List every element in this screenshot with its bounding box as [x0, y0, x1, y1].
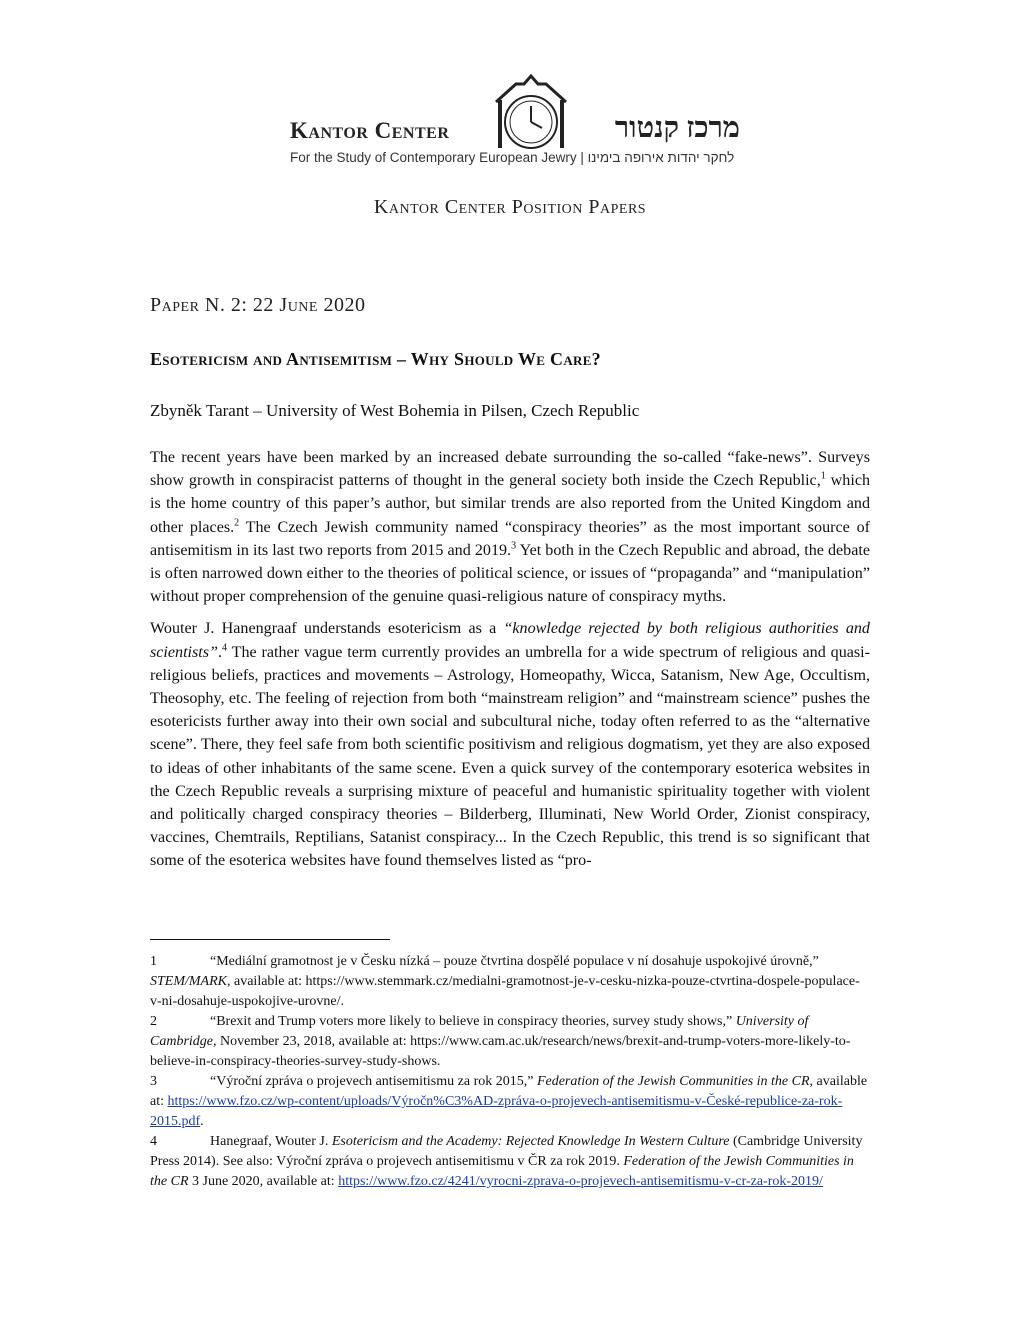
paper-title: Esotericism and Antisemitism – Why Should We Care?	[150, 349, 601, 369]
paragraph-2: Wouter J. Hanengraaf understands esotericism as a “knowledge rejected by both religious authorities and scientists”.$^4$ The rather vague term currently provides an umbrella for a wide spectrum of religious and quasi-religious beliefs, practices and movements – Astrology, Homeopathy, Wicca, Satanism, New Age, Occultism, Theosophy, etc. The feeling of rejection from both “mainstream religion” and “mainstream science” pushes the esotericists further away into their own social and subcultural niche, today often referred to as the “alternative scene”. There, they feel safe from both scientific positivism and religious dogmatism, yet they are also exposed to ideas of other inhabitants of the same scene. Even a quick survey of the contemporary esoterica websites in the Czech Republic reveals a surprising mixture of peaceful and humanistic spirituality together with violent and politically charged conspiracy theories – Bilderberg, Illuminati, New World Order, Zionist conspiracy, vaccines, Chemtrails, Reptilians, Satanist conspiracy... In the Czech Republic, this trend is so significant that some of the esoterica websites have found themselves listed as “pro-	[150, 620, 870, 870]
footnotes	[150, 952, 870, 1192]
emblem-icon	[486, 72, 576, 150]
logo-tagline: For the Study of Contemporary European Jewry | לחקר יהדות אירופה בימינו	[290, 150, 735, 165]
quote: “knowledge rejected by both religious authorities and scientists”	[150, 620, 870, 661]
footnote-ref-1[interactable]: 1	[820, 470, 826, 482]
footnote-2: 2 “Brexit and Trump voters more likely to believe in conspiracy theories, survey study shows,” University of Cambridge, November 23, 2018, available at: https://www.cam.ac.uk/research/news/brexit-and-trump-voters-more-likely-to-believe-in-conspiracy-theories-survey-study-shows.	[150, 1014, 851, 1069]
paragraph-1: The recent years have been marked by an increased debate surrounding the so-called “fake-news”. Surveys show growth in conspiracist patterns of thought in the general society both inside the Czech Republic,$^1$ which is the home country of this paper’s author, but similar trends are also reported from the United Kingdom and other places.$^2$ The Czech Jewish community named “conspiracy theories” as the most important source of antisemitism in its last two reports from 2015 and 2019.$^3$ Yet both in the Czech Republic and abroad, the debate is often narrowed down either to the theories of political science, or issues of “propaganda” and “manipulation” without proper comprehension of the genuine quasi-religious nature of conspiracy myths.	[150, 449, 871, 606]
footnote-1: 1 “Mediální gramotnost je v Česku nízká – pouze čtvrtina dospělé populace v ní dosahuje uspokojivé úrovně,” STEM/MARK, available at: https://www.stemmark.cz/medialni-gramotnost-je-v-cesku-nizka-pouze-ctvrtina-dospele-populace-v-ni-dosahuje-uspokojive-urovne/.	[150, 954, 860, 1009]
kantor-center-logo	[290, 72, 740, 172]
footnote-4: 4 Hanegraaf, Wouter J. Esotericism and the Academy: Rejected Knowledge In Western Culture (Cambridge University Press 2014). See also: Výroční zpráva o projevech antisemitismu v ČR za rok 2019. Federation of the Jewish Communities in the CR 3 June 2020, available at: https://www.fzo.cz/4241/vyrocni-zprava-o-projevech-antisemitismu-v-cr-za-rok-2019/	[150, 1134, 863, 1189]
footnote-3: 3 “Výroční zpráva o projevech antisemitismu za rok 2015,” Federation of the Jewish Communities in the CR, available at: https://www.fzo.cz/wp-content/uploads/Výročn%C3%AD-zpráva-o-projevech-antisemitismu-v-České-republice-za-rok-2015.pdf.	[150, 1074, 868, 1129]
footnote-divider	[150, 939, 390, 940]
paper-number: Paper N. 2: 22 June 2020	[150, 294, 366, 316]
footnote-ref-3[interactable]: 3	[511, 540, 517, 552]
footnote-3-link[interactable]: https://www.fzo.cz/wp-content/uploads/Výročn%C3%AD-zpráva-o-projevech-antisemitismu-v-České-republice-za-rok-2015.pdf	[150, 1094, 843, 1129]
body-text	[150, 446, 870, 882]
footnote-4-link[interactable]: https://www.fzo.cz/4241/vyrocni-zprava-o-projevech-antisemitismu-v-cr-za-rok-2019/	[338, 1174, 823, 1189]
author-line: Zbyněk Tarant – University of West Bohemia in Pilsen, Czech Republic	[150, 401, 640, 420]
logo-name-en: Kantor Center	[290, 118, 450, 143]
logo-name-he: מרכז קנטור	[614, 112, 740, 144]
series-title: Kantor Center Position Papers	[373, 196, 647, 218]
footnote-ref-2[interactable]: 2	[234, 517, 240, 529]
footnote-ref-4[interactable]: 4	[222, 642, 227, 654]
